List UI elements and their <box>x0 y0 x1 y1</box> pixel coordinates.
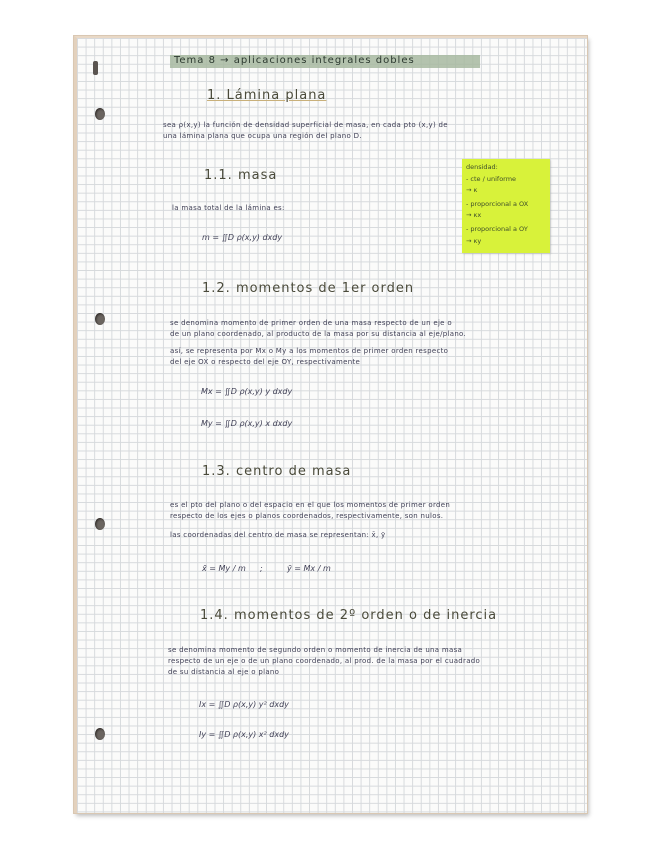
sub12-heading: 1.2. momentos de 1er orden <box>202 281 415 296</box>
ix-formula: Ix = ∬D ρ(x,y) y² dxdy <box>199 700 289 709</box>
sticky-note <box>462 159 550 253</box>
formula-separator: ; <box>260 564 263 573</box>
sub12-line: de un plano coordenado, al producto de la masa por su distancia al eje/plano. <box>170 330 467 338</box>
section1-line: sea ρ(x,y) la función de densidad superficial de masa, en cada pto (x,y) de <box>163 121 448 129</box>
sub14-heading: 1.4. momentos de 2º orden o de inercia <box>200 608 498 623</box>
section1-line: una lámina plana que ocupa una región del plano D. <box>163 132 362 140</box>
page-title: Tema 8 → aplicaciones integrales dobles <box>174 55 415 66</box>
sticky-line: - proporcional a OY <box>466 225 528 233</box>
sub11-text: la masa total de la lámina es: <box>172 204 285 212</box>
sticky-line: densidad: <box>466 163 498 171</box>
xbar-formula: x̄ = My / m <box>202 564 246 573</box>
iy-formula: Iy = ∬D ρ(x,y) x² dxdy <box>199 730 289 739</box>
sticky-line: → κ <box>466 186 478 194</box>
binder-hole <box>95 313 105 325</box>
my-formula: My = ∬D ρ(x,y) x dxdy <box>201 419 293 428</box>
sub13-line: es el pto del plano o del espacio en el que los momentos de primer orden <box>170 501 451 509</box>
notebook-page <box>74 36 587 813</box>
binder-hole <box>95 728 105 740</box>
sub14-line: de su distancia al eje o plano <box>168 668 280 676</box>
sticky-line: - proporcional a OX <box>466 200 529 208</box>
sticky-line: - cte / uniforme <box>466 175 517 183</box>
sub14-line: se denomina momento de segundo orden o momento de inercia de una masa <box>168 646 463 654</box>
mx-formula: Mx = ∬D ρ(x,y) y dxdy <box>201 387 293 396</box>
sub13-line: respecto de los ejes o planos coordenados, respectivamente, son nulos. <box>170 512 444 520</box>
sub13-heading: 1.3. centro de masa <box>202 464 352 479</box>
sticky-line: → κx <box>466 211 482 219</box>
sticky-line: → κy <box>466 237 482 245</box>
sub12-line: se denomina momento de primer orden de una masa respecto de un eje o <box>170 319 452 327</box>
section1-heading: 1. Lámina plana <box>207 88 327 103</box>
sub12-line: así, se representa por Mx o My a los momentos de primer orden respecto <box>170 347 449 355</box>
sub14-line: respecto de un eje o de un plano coordenado, al prod. de la masa por el cuadrado <box>168 657 481 665</box>
mass-formula: m = ∬D ρ(x,y) dxdy <box>202 233 283 242</box>
sub11-heading: 1.1. masa <box>204 168 278 183</box>
sub13-line: las coordenadas del centro de masa se representan: x̄, ȳ <box>170 531 386 539</box>
binder-hole <box>95 518 105 530</box>
binder-hole <box>95 108 105 120</box>
sub12-line: del eje OX o respecto del eje OY, respectivamente <box>170 358 361 366</box>
binder-slot <box>93 61 98 75</box>
ybar-formula: ȳ = Mx / m <box>287 564 331 573</box>
